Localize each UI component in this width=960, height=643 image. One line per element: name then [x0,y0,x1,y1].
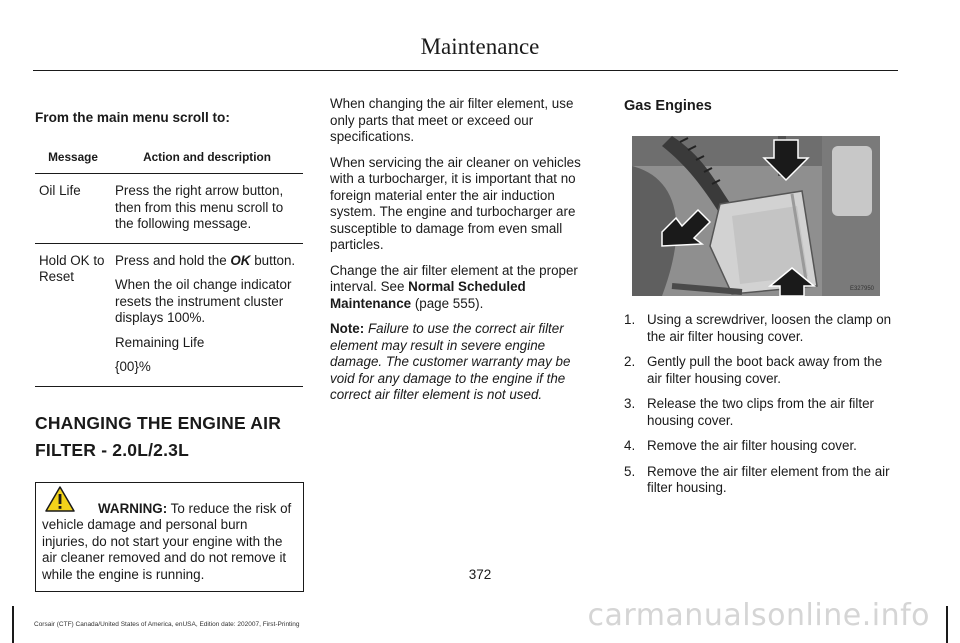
ok-button-label: OK [230,252,251,268]
column-right [624,96,899,115]
page-header-title: Maintenance [420,34,540,59]
table-header-message: Message [35,143,111,174]
paragraph: When changing the air filter element, use only parts that meet or exceed our specifications. [330,96,574,144]
subsection-title: Gas Engines [624,98,712,114]
warning-label: WARNING: [98,500,168,516]
watermark: carmanualsonline.info [587,598,930,633]
table-row [35,174,303,244]
crop-mark-right [946,606,948,643]
column-left [35,110,305,592]
table-row [35,243,303,386]
procedure-steps [624,312,899,506]
list-item [624,438,899,455]
action-text: Remaining Life [115,334,205,350]
section-title-line: FILTER - 2.0L/2.3L [35,439,189,460]
note-label: Note: [330,321,365,336]
step-number: 1. [624,312,636,327]
step-number: 5. [624,463,636,479]
note-text: Failure to use the correct air filter element may result in severe engine damage. The customer warranty may be void for any damage to the engine if the correct air filter element is not used. [330,321,571,402]
column-middle [330,96,595,413]
list-item [624,396,899,429]
engine-bay-illustration [632,136,880,296]
header-rule [33,70,898,71]
paragraph-part: (page 555). [411,295,484,311]
paragraph: When servicing the air cleaner on vehicles with a turbocharger, it is important that no foreign material enter the air induction system. The engine and turbocharger are susceptible to damage from even small particles. [330,154,581,252]
table-lead-text: From the main menu scroll to: [35,110,230,125]
list-item [624,354,899,387]
table-cell-message: Hold OK to Reset [35,243,111,386]
step-text: Release the two clips from the air filter housing cover. [647,396,874,428]
action-text [115,253,299,270]
engine-air-filter-photo [632,136,880,296]
section-title [35,411,305,462]
action-text: When the oil change indicator resets the instrument cluster displays 100%. [115,277,292,325]
action-text-part: Press and hold the [115,252,231,268]
table-cell-action [111,174,303,244]
footer-edition-text: Corsair (CTF) Canada/United States of America, enUSA, Edition date: 202007, First-Printing [34,621,300,628]
step-text: Remove the air filter element from the air filter housing. [647,463,890,495]
note-paragraph [330,321,595,404]
crop-mark-left [12,606,14,643]
table-cell-action [111,243,303,386]
step-text: Gently pull the boot back away from the air filter housing cover. [647,354,883,386]
cross-reference-link[interactable]: Normal Scheduled Maintenance [330,279,526,311]
warning-body: To reduce the risk of vehicle damage and personal burn injuries, do not start your engine with the air cleaner removed and do not remove it while the engine is running. [42,500,292,582]
paragraph [330,263,595,313]
list-item [624,464,899,497]
page-number: 372 [468,567,492,582]
figure-code: E327950 [849,286,874,292]
action-text: Press the right arrow button, then from this menu scroll to the following message. [115,183,284,231]
action-text-part: button. [250,252,296,268]
step-text: Using a screwdriver, loosen the clamp on the air filter housing cover. [647,312,892,344]
step-number: 3. [624,396,636,411]
list-item [624,312,899,345]
action-text: {00}% [115,359,151,374]
step-number: 2. [624,354,636,369]
step-text: Remove the air filter housing cover. [647,438,857,453]
message-table [35,143,303,387]
step-number: 4. [624,438,636,453]
table-header-action: Action and description [111,143,303,174]
section-title-line: CHANGING THE ENGINE AIR [35,412,282,433]
table-cell-message: Oil Life [35,174,111,244]
paragraph-part: Change the air filter element at the proper interval. See [330,262,578,294]
warning-triangle-icon [45,486,75,512]
